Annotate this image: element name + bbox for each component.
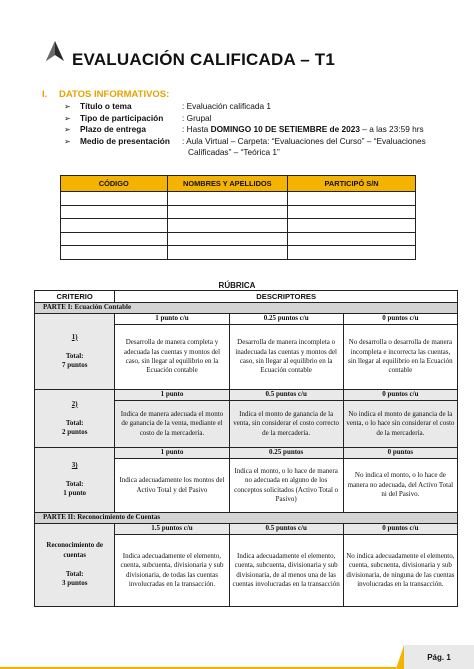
table-cell[interactable] [288,246,416,260]
section-number: I. [42,89,48,100]
rubric-level-row [35,390,458,401]
bullet-arrow-icon: ➢ [64,125,71,134]
info-value-line1: : Aula Virtual – Carpeta: “Evaluaciones del Curso” – “Evaluaciones [182,135,426,146]
institution-logo-icon [44,40,66,62]
rubric-header-row [35,291,458,303]
info-label: Medio de presentación [80,135,170,146]
info-value [182,124,454,136]
table-cell[interactable] [288,232,416,246]
criterion-total-label: Total: [65,569,84,578]
table-cell[interactable] [61,219,168,233]
bullet-arrow-icon: ➢ [64,136,71,146]
table-cell[interactable] [167,219,288,233]
rubric-part-heading: PARTE I: Ecuación Contable [35,303,458,314]
rubric-criterion [35,524,115,607]
rubric-descriptor: Indica adecuadamente el elemento, cuenta, subcuenta, divisionaria y sub divisionaria, de todas las cuentas involucradas en la transacción. [115,535,229,607]
criterion-total-label: Total: [65,418,84,427]
rubric-title: RÚBRICA [218,281,256,290]
rubric-descriptor: Indica de manera adecuada el monto de ganancia de la venta, mediante el costo de la mercadería. [115,401,229,448]
rubric-level-row [35,448,458,459]
column-header-names: NOMBRES Y APELLIDOS [167,176,288,192]
criterion-points: 3 puntos [61,579,88,588]
bullet-arrow-icon: ➢ [64,113,71,123]
info-label: Plazo de entrega [80,124,146,134]
info-value: : Grupal [182,112,212,123]
criterion-total-label: Total: [65,480,84,488]
table-row [61,205,416,219]
criterion-number: 1) [71,332,78,341]
table-cell[interactable] [167,192,288,206]
rubric-descriptor: Indica adecuadamente el elemento, cuenta, subcuenta, divisionaria y sub divisionaria, de al menos una de las cuentas involucradas en la transacción [229,535,343,607]
section-heading [42,89,169,100]
rubric-descriptor: Indica el monto de ganancia de la venta, sin considerar el costo correcto de la mercadería. [229,401,343,448]
info-item [64,101,454,113]
criterion-points: 1 punto [63,489,87,498]
rubric-header-descriptores: DESCRIPTORES [115,291,458,303]
rubric-criterion [35,390,115,448]
table-cell[interactable] [288,192,416,206]
rubric-descriptor: No indica el monto, o lo hace de manera no adecuada, del Activo Total ni del Pasivo. [343,459,457,513]
page-title: EVALUACIÓN CALIFICADA – T1 [72,50,336,69]
table-row [61,219,416,233]
info-list [64,101,454,159]
rubric-level: 0.25 puntos c/u [229,314,343,325]
column-header-code: CÓDIGO [61,176,168,192]
rubric-level: 1 punto [115,390,229,401]
rubric-descriptor: Desarrolla de manera completa y adecuada las cuentas y montos del caso, sin llegar al equilibrio en la Ecuación contable [115,325,229,390]
rubric-level: 0.5 puntos c/u [229,390,343,401]
table-cell[interactable] [167,232,288,246]
criterion-number: 3) [71,461,78,470]
rubric-header-criterio: CRITERIO [35,291,115,303]
footer-accent [396,645,404,669]
page-number: Pág. 1 [404,645,474,669]
rubric-criterion [35,448,115,513]
column-header-participated: PARTICIPÓ S/N [288,176,416,192]
criterion-points: 2 puntos [61,427,88,436]
table-cell[interactable] [61,232,168,246]
info-value [182,136,454,159]
rubric-level-row [35,314,458,325]
info-label: Tipo de participación [80,112,164,123]
rubric-level: 1 punto c/u [115,314,229,325]
table-cell[interactable] [61,246,168,260]
table-row [61,232,416,246]
info-label: Título o tema [80,101,132,111]
section-title: DATOS INFORMATIVOS: [59,89,170,100]
table-cell[interactable] [61,192,168,206]
rubric-level: 0 puntos [343,448,457,459]
info-item [64,124,454,136]
criterion-name: Reconocimiento de cuentas [46,541,103,559]
rubric-level: 1.5 puntos c/u [115,524,229,535]
rubric-part-heading: PARTE II: Reconocimiento de Cuentas [35,513,458,524]
table-cell[interactable] [288,219,416,233]
group-members-table [60,175,416,260]
table-row [61,246,416,260]
rubric-descriptor: No desarrolla o desarrolla de manera incompleta e incorrecta las cuentas, sin llegar al equilibrio en la Ecuación contable [343,325,457,390]
rubric-descriptor: Indica el monto, o lo hace de manera no adecuada en alguno de los conceptos solicitados (Activo Total o Pasivo) [229,459,343,513]
deadline-date: DOMINGO 10 DE SETIEMBRE de 2023 [210,124,360,134]
deadline-suffix: – a las 23:59 hrs [359,124,424,134]
deadline-prefix: : Hasta [182,124,211,134]
rubric-table [34,290,458,607]
rubric-level: 0 puntos c/u [343,314,457,325]
info-item [64,136,454,159]
rubric-descriptor: Desarrolla de manera incompleta o inadecuada las cuentas y montos del caso, sin llegar al equilibrio en la Ecuación contable [229,325,343,390]
rubric-descriptor: No indica el monto de ganancia de la venta, o lo hace sin considerar el costo de la mercadería. [343,401,457,448]
rubric-level: 0.25 puntos [229,448,343,459]
table-cell[interactable] [167,205,288,219]
rubric-level-row [35,524,458,535]
criterion-points: 7 puntos [61,360,88,369]
table-cell[interactable] [167,246,288,260]
info-value: : Evaluación calificada 1 [182,101,272,111]
bullet-arrow-icon: ➢ [64,102,71,111]
table-header-row [61,176,416,192]
info-value-line2: Calificadas” – “Teórica 1” [188,147,280,157]
info-item [64,113,454,125]
table-cell[interactable] [288,205,416,219]
table-cell[interactable] [61,205,168,219]
rubric-descriptor: No indica adecuadamente el elemento, cuenta, subcuenta, divisionaria y sub divisionaria, de ninguna de las cuentas involucradas en la transacción. [343,535,457,607]
rubric-level: 1 punto [115,448,229,459]
rubric-level: 0 puntos c/u [343,390,457,401]
rubric-descriptor: Indica adecuadamente los montos del Activo Total y del Pasivo [115,459,229,513]
criterion-total-label: Total: [65,351,84,360]
criterion-number: 2) [71,399,78,408]
table-row [61,192,416,206]
rubric-criterion [35,314,115,390]
rubric-level: 0 puntos c/u [343,524,457,535]
rubric-level: 0.5 puntos c/u [229,524,343,535]
